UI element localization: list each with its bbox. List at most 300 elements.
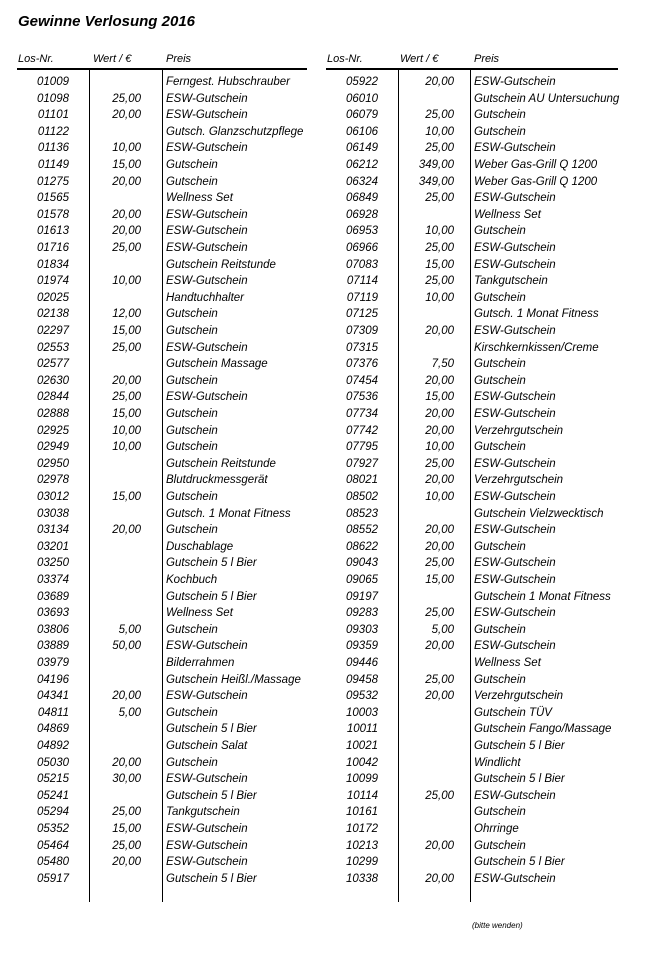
preis-cell: ESW-Gutschein: [474, 142, 556, 155]
los-nr-cell: 01149: [37, 159, 69, 171]
wert-cell: 15,00: [112, 325, 141, 337]
preis-cell: ESW-Gutschein: [166, 823, 248, 835]
preis-cell: Kochbuch: [166, 574, 218, 586]
wert-cell: 20,00: [425, 839, 454, 852]
los-nr-cell: 06149: [346, 142, 378, 155]
wert-cell: 25,00: [112, 806, 141, 819]
wert-cell: 20,00: [425, 690, 454, 703]
preis-cell: Gutschein: [474, 374, 526, 387]
los-nr-cell: 10213: [346, 839, 378, 852]
preis-cell: Gutschein: [166, 374, 218, 387]
preis-cell: ESW-Gutschein: [474, 574, 556, 586]
preis-cell: ESW-Gutschein: [166, 225, 248, 238]
wert-cell: 20,00: [425, 424, 454, 437]
table-row: [17, 672, 307, 689]
preis-cell: Gutschein: [474, 109, 526, 122]
table-header: [17, 48, 307, 70]
table-row: [326, 489, 618, 506]
header-wert: Wert / €: [400, 53, 439, 65]
los-nr-cell: 08552: [346, 524, 378, 537]
wert-cell: 30,00: [112, 773, 141, 786]
wert-cell: 20,00: [425, 474, 454, 487]
preis-cell: Weber Gas-Grill Q 1200: [474, 175, 598, 188]
table-row: [17, 439, 307, 456]
los-nr-cell: 04341: [37, 690, 69, 703]
wert-cell: 10,00: [112, 142, 141, 155]
los-nr-cell: 03889: [37, 640, 69, 653]
los-nr-cell: 06010: [346, 92, 378, 105]
los-nr-cell: 07083: [346, 258, 378, 271]
preis-cell: Gutschein: [474, 673, 526, 686]
los-nr-cell: 06966: [346, 242, 378, 254]
preis-cell: Gutschein: [166, 623, 218, 636]
preis-cell: ESW-Gutschein: [474, 457, 556, 470]
wert-cell: 20,00: [112, 856, 141, 869]
table-row: [326, 472, 618, 489]
preis-cell: Gutschein 5 l Bier: [166, 557, 257, 570]
preis-cell: Verzehrgutschein: [474, 474, 564, 487]
table-row: [326, 456, 618, 473]
wert-cell: 10,00: [425, 441, 454, 454]
table-row: [326, 605, 618, 622]
los-nr-cell: 04811: [37, 706, 69, 719]
wert-cell: 20,00: [425, 325, 454, 337]
table-row: [17, 688, 307, 705]
table-row: [17, 589, 307, 606]
los-nr-cell: 03806: [37, 623, 69, 636]
los-nr-cell: 03250: [37, 557, 69, 570]
los-nr-cell: 09043: [346, 557, 378, 570]
preis-cell: Gutschein: [166, 424, 218, 437]
los-nr-cell: 09446: [346, 657, 378, 669]
table-row: [17, 240, 307, 257]
los-nr-cell: 03689: [37, 590, 69, 603]
preis-cell: ESW-Gutschein: [474, 391, 556, 404]
table-row: [326, 688, 618, 705]
wert-cell: 20,00: [425, 374, 454, 387]
table-row: [326, 107, 618, 124]
table-row: [17, 854, 307, 871]
table-row: [17, 838, 307, 855]
table-row: [326, 788, 618, 805]
los-nr-cell: 03201: [37, 540, 69, 553]
wert-cell: 25,00: [425, 142, 454, 155]
los-nr-cell: 04869: [37, 723, 69, 736]
wert-cell: 25,00: [425, 242, 454, 254]
wert-cell: 5,00: [431, 623, 454, 636]
table-row: [326, 439, 618, 456]
preis-cell: Gutschein Heißl./Massage: [166, 673, 301, 686]
table-row: [326, 240, 618, 257]
preis-cell: ESW-Gutschein: [166, 391, 248, 404]
table-row: [326, 555, 618, 572]
wert-cell: 10,00: [425, 125, 454, 138]
los-nr-cell: 10114: [346, 789, 378, 802]
table-row: [17, 124, 307, 141]
table-row: [326, 539, 618, 556]
preis-cell: ESW-Gutschein: [474, 789, 556, 802]
wert-cell: 10,00: [112, 441, 141, 454]
table-row: [326, 124, 618, 141]
wert-cell: 25,00: [425, 275, 454, 288]
table-row: [326, 91, 618, 108]
los-nr-cell: 04196: [37, 673, 69, 686]
wert-cell: 25,00: [112, 341, 141, 354]
preis-cell: Wellness Set: [166, 607, 233, 620]
wert-cell: 20,00: [112, 208, 141, 221]
los-nr-cell: 02844: [37, 391, 69, 404]
table-row: [326, 174, 618, 191]
table-row: [17, 788, 307, 805]
table-row: [17, 190, 307, 207]
preis-cell: Gutschein 1 Monat Fitness: [474, 590, 611, 603]
los-nr-cell: 02925: [37, 424, 69, 437]
preis-cell: Gutschein: [474, 540, 526, 553]
table-row: [17, 340, 307, 357]
los-nr-cell: 05241: [37, 789, 69, 802]
los-nr-cell: 10003: [346, 706, 378, 719]
los-nr-cell: 05030: [37, 756, 69, 769]
los-nr-cell: 01098: [37, 92, 69, 105]
wert-cell: 25,00: [425, 457, 454, 470]
los-nr-cell: 10042: [346, 756, 378, 769]
table-row: [326, 771, 618, 788]
preis-cell: ESW-Gutschein: [474, 524, 556, 537]
los-nr-cell: 07309: [346, 325, 378, 337]
preis-cell: ESW-Gutschein: [474, 408, 556, 420]
los-nr-cell: 03134: [37, 524, 69, 537]
preis-cell: Gutschein 5 l Bier: [474, 856, 565, 869]
preis-cell: Gutschein 5 l Bier: [474, 773, 565, 786]
los-nr-cell: 02978: [37, 474, 69, 487]
wert-cell: 25,00: [425, 557, 454, 570]
los-nr-cell: 09197: [346, 590, 378, 603]
los-nr-cell: 06324: [346, 175, 378, 188]
table-row: [17, 456, 307, 473]
preis-cell: Duschablage: [166, 540, 234, 553]
los-nr-cell: 03012: [37, 491, 69, 503]
los-nr-cell: 07536: [346, 391, 378, 404]
table-row: [17, 638, 307, 655]
table-row: [17, 572, 307, 589]
los-nr-cell: 01275: [37, 175, 69, 188]
los-nr-cell: 05464: [37, 839, 69, 852]
los-nr-cell: 01578: [37, 208, 69, 221]
wert-cell: 15,00: [425, 258, 454, 271]
preis-cell: Gutschein AU Untersuchung: [474, 92, 620, 105]
preis-cell: Gutsch. Glanzschutzpflege: [166, 125, 304, 138]
los-nr-cell: 10021: [346, 740, 378, 752]
los-nr-cell: 05480: [37, 856, 69, 869]
preis-cell: ESW-Gutschein: [474, 258, 556, 271]
preis-cell: Gutschein: [474, 291, 526, 304]
los-nr-cell: 01122: [37, 125, 69, 138]
table-row: [326, 622, 618, 639]
wert-cell: 20,00: [112, 756, 141, 769]
los-nr-cell: 05922: [346, 76, 378, 88]
header-los-nr: Los-Nr.: [18, 53, 54, 65]
preis-cell: ESW-Gutschein: [166, 109, 248, 122]
wert-cell: 20,00: [425, 540, 454, 553]
table-row: [17, 223, 307, 240]
table-row: [17, 273, 307, 290]
preis-cell: ESW-Gutschein: [166, 92, 248, 105]
los-nr-cell: 01716: [37, 242, 69, 254]
wert-cell: 12,00: [112, 308, 141, 321]
table-row: [326, 854, 618, 871]
table-body: [17, 70, 307, 902]
preis-cell: Gutschein Reitstunde: [166, 457, 276, 470]
table-row: [17, 522, 307, 539]
preis-cell: Gutschein TÜV: [474, 706, 552, 719]
wert-cell: 25,00: [112, 242, 141, 254]
wert-cell: 20,00: [425, 872, 454, 885]
preis-cell: ESW-Gutschein: [474, 325, 556, 337]
preis-cell: Gutschein 5 l Bier: [166, 590, 257, 603]
table-row: [17, 804, 307, 821]
los-nr-cell: 06212: [346, 159, 378, 171]
table-row: [17, 157, 307, 174]
preis-cell: Gutschein Reitstunde: [166, 258, 276, 271]
los-nr-cell: 03374: [37, 574, 69, 586]
preis-cell: Kirschkernkissen/Creme: [474, 341, 599, 354]
preis-cell: Gutschein: [166, 524, 218, 537]
page-title: Gewinne Verlosung 2016: [18, 13, 196, 30]
los-nr-cell: 01613: [37, 225, 69, 238]
preis-cell: Gutschein: [474, 806, 526, 819]
preis-cell: Gutsch. 1 Monat Fitness: [474, 308, 599, 321]
wert-cell: 25,00: [425, 109, 454, 122]
table-row: [326, 140, 618, 157]
los-nr-cell: 08523: [346, 507, 378, 520]
preis-cell: Gutschein: [166, 756, 218, 769]
wert-cell: 7,50: [431, 358, 454, 371]
table-row: [17, 755, 307, 772]
table-header: [326, 48, 618, 70]
table-row: [17, 306, 307, 323]
preis-cell: ESW-Gutschein: [474, 242, 556, 254]
los-nr-cell: 10161: [346, 806, 378, 819]
preis-cell: Handtuchhalter: [166, 291, 244, 304]
los-nr-cell: 01834: [37, 258, 69, 271]
table-row: [326, 190, 618, 207]
preis-cell: Bilderrahmen: [166, 657, 235, 669]
table-row: [326, 572, 618, 589]
los-nr-cell: 07454: [346, 374, 378, 387]
wert-cell: 20,00: [112, 175, 141, 188]
los-nr-cell: 07742: [346, 424, 378, 437]
table-row: [17, 771, 307, 788]
wert-cell: 25,00: [425, 673, 454, 686]
wert-cell: 20,00: [112, 524, 141, 537]
los-nr-cell: 09303: [346, 623, 378, 636]
los-nr-cell: 03979: [37, 657, 69, 669]
los-nr-cell: 07376: [346, 358, 378, 371]
preis-cell: ESW-Gutschein: [166, 690, 248, 703]
wert-cell: 20,00: [112, 374, 141, 387]
table-row: [326, 821, 618, 838]
table-row: [326, 306, 618, 323]
los-nr-cell: 01136: [37, 142, 69, 155]
preis-cell: ESW-Gutschein: [166, 275, 248, 288]
table-row: [326, 804, 618, 821]
los-nr-cell: 06928: [346, 208, 378, 221]
table-row: [326, 721, 618, 738]
header-preis: Preis: [474, 53, 500, 65]
preis-cell: ESW-Gutschein: [166, 839, 248, 852]
preis-cell: Gutschein Massage: [166, 358, 268, 371]
los-nr-cell: 08021: [346, 474, 378, 487]
preis-cell: Tankgutschein: [166, 806, 240, 819]
preis-cell: Gutschein: [166, 159, 218, 171]
wert-cell: 10,00: [112, 275, 141, 288]
wert-cell: 15,00: [425, 574, 454, 586]
wert-cell: 10,00: [425, 291, 454, 304]
los-nr-cell: 07795: [346, 441, 378, 454]
table-row: [17, 91, 307, 108]
los-nr-cell: 03693: [37, 607, 69, 620]
preis-cell: ESW-Gutschein: [166, 773, 248, 786]
los-nr-cell: 10299: [346, 856, 378, 869]
table-row: [17, 871, 307, 888]
preis-cell: ESW-Gutschein: [166, 640, 248, 653]
wert-cell: 20,00: [112, 690, 141, 703]
preis-cell: Blutdruckmessgerät: [166, 474, 268, 487]
preis-cell: Gutschein: [166, 441, 218, 454]
los-nr-cell: 10338: [346, 872, 378, 885]
table-row: [326, 74, 618, 91]
los-nr-cell: 05294: [37, 806, 69, 819]
preis-cell: Gutschein: [166, 408, 218, 420]
los-nr-cell: 06953: [346, 225, 378, 238]
wert-cell: 50,00: [112, 640, 141, 653]
los-nr-cell: 02553: [37, 341, 69, 354]
los-nr-cell: 07119: [346, 291, 378, 304]
table-row: [17, 389, 307, 406]
table-row: [17, 356, 307, 373]
wert-cell: 25,00: [112, 391, 141, 404]
los-nr-cell: 02950: [37, 457, 69, 470]
preis-cell: Wellness Set: [166, 192, 233, 205]
los-nr-cell: 05917: [37, 872, 69, 885]
los-nr-cell: 02138: [37, 308, 69, 321]
los-nr-cell: 09065: [346, 574, 378, 586]
table-row: [326, 655, 618, 672]
table-row: [326, 638, 618, 655]
preis-cell: Gutschein: [166, 491, 218, 503]
preis-cell: Gutschein: [474, 125, 526, 138]
los-nr-cell: 05215: [37, 773, 69, 786]
prize-table-right: [326, 48, 618, 902]
preis-cell: Gutschein: [474, 225, 526, 238]
preis-cell: Weber Gas-Grill Q 1200: [474, 159, 598, 171]
table-row: [17, 655, 307, 672]
preis-cell: Gutschein: [474, 358, 526, 371]
wert-cell: 15,00: [112, 491, 141, 503]
wert-cell: 25,00: [425, 192, 454, 205]
preis-cell: ESW-Gutschein: [474, 557, 556, 570]
los-nr-cell: 06849: [346, 192, 378, 205]
table-row: [326, 340, 618, 357]
los-nr-cell: 01009: [37, 76, 69, 88]
preis-cell: ESW-Gutschein: [166, 142, 248, 155]
wert-cell: 349,00: [418, 159, 454, 171]
los-nr-cell: 02577: [37, 358, 69, 371]
prize-table-left: [17, 48, 307, 902]
table-row: [17, 140, 307, 157]
preis-cell: Ohrringe: [474, 823, 519, 835]
table-row: [326, 323, 618, 340]
preis-cell: Gutschein 5 l Bier: [166, 872, 257, 885]
header-preis: Preis: [166, 53, 192, 65]
preis-cell: ESW-Gutschein: [166, 341, 248, 354]
wert-cell: 20,00: [112, 109, 141, 122]
preis-cell: Verzehrgutschein: [474, 424, 564, 437]
preis-cell: Gutschein: [166, 175, 218, 188]
wert-cell: 5,00: [118, 623, 141, 636]
table-row: [326, 406, 618, 423]
table-row: [326, 522, 618, 539]
wert-cell: 15,00: [112, 408, 141, 420]
los-nr-cell: 07734: [346, 408, 378, 420]
table-row: [326, 838, 618, 855]
preis-cell: Gutschein: [166, 706, 218, 719]
wert-cell: 20,00: [112, 225, 141, 238]
wert-cell: 25,00: [112, 839, 141, 852]
preis-cell: ESW-Gutschein: [166, 856, 248, 869]
preis-cell: ESW-Gutschein: [474, 640, 556, 653]
header-wert: Wert / €: [93, 53, 132, 65]
table-row: [17, 323, 307, 340]
wert-cell: 10,00: [112, 424, 141, 437]
wert-cell: 25,00: [112, 92, 141, 105]
wert-cell: 25,00: [425, 789, 454, 802]
los-nr-cell: 01565: [37, 192, 69, 205]
table-row: [17, 622, 307, 639]
preis-cell: Gutschein 5 l Bier: [474, 740, 565, 752]
table-row: [17, 257, 307, 274]
table-row: [17, 406, 307, 423]
preis-cell: Gutschein: [474, 839, 526, 852]
table-row: [17, 423, 307, 440]
los-nr-cell: 04892: [37, 740, 69, 752]
preis-cell: Wellness Set: [474, 657, 541, 669]
los-nr-cell: 06106: [346, 125, 378, 138]
los-nr-cell: 09283: [346, 607, 378, 620]
table-row: [17, 555, 307, 572]
los-nr-cell: 02888: [37, 408, 69, 420]
los-nr-cell: 05352: [37, 823, 69, 835]
preis-cell: Gutschein: [166, 325, 218, 337]
table-row: [17, 207, 307, 224]
los-nr-cell: 07927: [346, 457, 378, 470]
preis-cell: ESW-Gutschein: [166, 208, 248, 221]
table-row: [326, 157, 618, 174]
los-nr-cell: 07315: [346, 341, 378, 354]
table-row: [326, 423, 618, 440]
los-nr-cell: 10011: [346, 723, 378, 736]
los-nr-cell: 09359: [346, 640, 378, 653]
table-row: [326, 257, 618, 274]
los-nr-cell: 09458: [346, 673, 378, 686]
table-row: [17, 373, 307, 390]
table-row: [17, 489, 307, 506]
table-row: [326, 223, 618, 240]
table-row: [326, 356, 618, 373]
preis-cell: Gutschein 5 l Bier: [166, 723, 257, 736]
preis-cell: Gutschein: [166, 308, 218, 321]
table-row: [17, 107, 307, 124]
